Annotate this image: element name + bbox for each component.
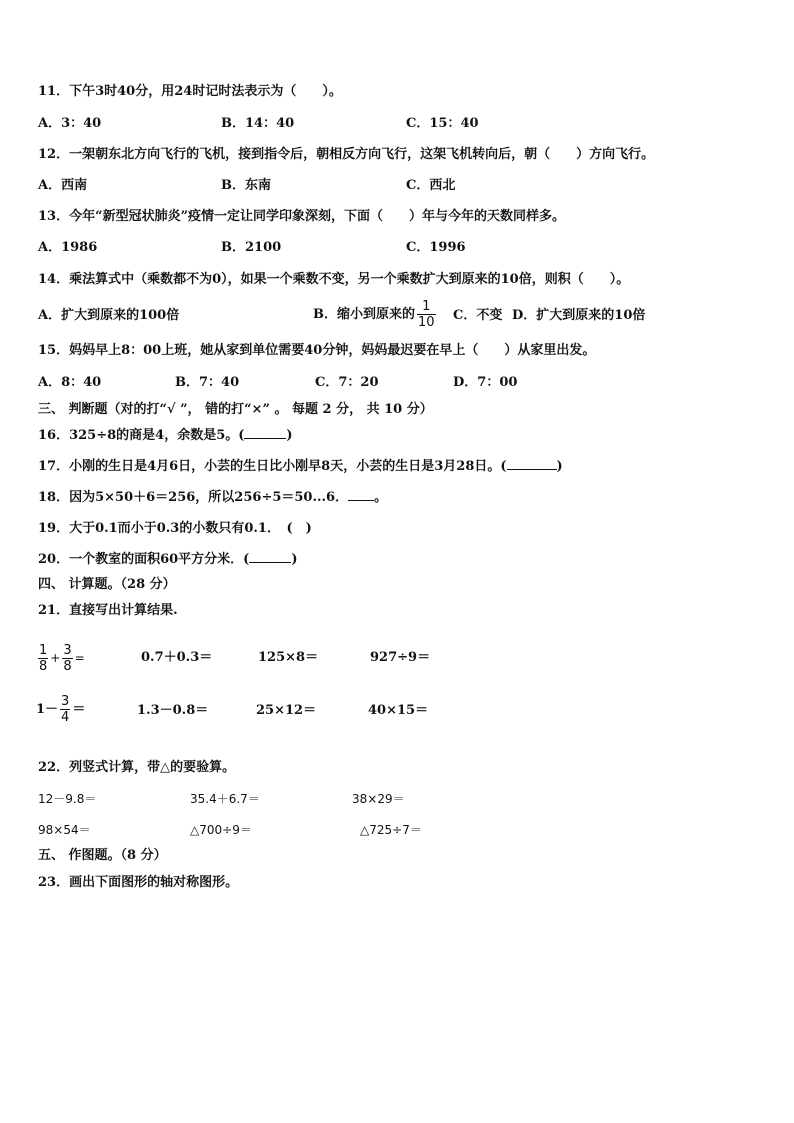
question-18 <box>38 490 387 506</box>
plus-sign: + <box>50 651 61 665</box>
q14-option-b-text: B．缩小到原来的 <box>313 307 415 322</box>
question-14: 14．乘法算式中（乘数都不为0），如果一个乘数不变，另一个乘数扩大到原来的10倍，则积（ ）。 <box>38 272 630 287</box>
q21-expr-4: 927÷9＝ <box>370 650 431 665</box>
q13-option-b: B．2100 <box>221 240 282 255</box>
answer-blank[interactable] <box>244 438 286 439</box>
q15-option-a: A．8：40 <box>38 375 102 390</box>
q16-close: ) <box>286 428 293 443</box>
q13-option-a: A．1986 <box>38 240 98 255</box>
q20-close: ) <box>291 552 298 567</box>
q22-expr-5: △700÷9＝ <box>190 823 252 837</box>
question-22: 22．列竖式计算，带△的要验算。 <box>38 760 236 775</box>
q17-close: ) <box>556 459 563 474</box>
question-13: 13．今年“新型冠状肺炎”疫情一定让同学印象深刻，下面（ ）年与今年的天数同样多。 <box>38 209 566 224</box>
fraction <box>62 643 72 674</box>
question-15: 15．妈妈早上8：00上班，她从家到单位需要40分钟，妈妈最迟要在早上（ ）从家里出发。 <box>38 343 596 358</box>
lead-term: 1－ <box>36 702 59 717</box>
section-3-title: 三、 判断题（对的打“√ ”， 错的打“×” 。 每题 2 分， 共 10 分） <box>38 402 433 417</box>
q13-option-c: C．1996 <box>406 240 466 255</box>
q21-expr-8: 40×15＝ <box>368 703 429 718</box>
answer-blank[interactable] <box>249 562 291 563</box>
q16-text: 16．325÷8的商是4，余数是5。( <box>38 428 245 443</box>
q15-option-d: D．7：00 <box>453 375 518 390</box>
q22-expr-1: 12－9.8＝ <box>38 792 97 806</box>
q18-end: 。 <box>374 490 388 505</box>
question-16 <box>38 428 293 444</box>
fraction <box>38 643 48 674</box>
q21-expr-5 <box>36 690 85 730</box>
question-19: 19．大于0.1而小于0.3的小数只有0.1． ( ) <box>38 521 312 536</box>
fraction-denominator: 8 <box>63 659 72 674</box>
q12-option-c: C．西北 <box>406 178 456 193</box>
q12-option-a: A．西南 <box>38 178 88 193</box>
question-12: 12．一架朝东北方向飞行的飞机，接到指令后，朝相反方向飞行，这架飞机转向后，朝（ ）方向飞行。 <box>38 147 655 162</box>
answer-blank[interactable] <box>348 500 374 501</box>
q22-expr-3: 38×29＝ <box>352 792 405 806</box>
q11-option-c: C．15：40 <box>406 116 479 131</box>
q14-option-d: D．扩大到原来的10倍 <box>512 308 646 323</box>
question-11: 11．下午3时40分，用24时记时法表示为（ ）。 <box>38 84 342 99</box>
fraction <box>60 694 70 725</box>
q14-option-b <box>313 296 438 334</box>
q21-expr-3: 125×8＝ <box>258 650 319 665</box>
q22-expr-2: 35.4＋6.7＝ <box>190 792 260 806</box>
q20-text: 20．一个教室的面积60平方分米．( <box>38 552 250 567</box>
q21-expr-6: 1.3－0.8＝ <box>137 703 209 718</box>
q18-text: 18．因为5×50＋6＝256，所以256÷5＝50...6． <box>38 490 349 505</box>
equals-sign: = <box>74 651 85 665</box>
question-17 <box>38 459 563 475</box>
fraction-denominator: 10 <box>418 315 435 330</box>
fraction-denominator: 4 <box>61 710 70 725</box>
q21-expr-2: 0.7＋0.3＝ <box>141 650 213 665</box>
question-23: 23．画出下面图形的轴对称图形。 <box>38 875 239 890</box>
fraction-numerator: 1 <box>39 643 48 658</box>
q21-expr-1 <box>36 640 85 677</box>
fraction-denominator: 8 <box>39 659 48 674</box>
q11-option-b: B．14：40 <box>221 116 295 131</box>
q15-option-c: C．7：20 <box>315 375 379 390</box>
q12-option-b: B．东南 <box>221 178 271 193</box>
q17-text: 17．小刚的生日是4月6日，小芸的生日比小刚早8天，小芸的生日是3月28日。( <box>38 459 507 474</box>
q14-fraction <box>417 299 436 330</box>
fraction-numerator: 1 <box>422 299 431 314</box>
q22-expr-6: △725÷7＝ <box>360 823 422 837</box>
q15-option-b: B．7：40 <box>175 375 240 390</box>
answer-blank[interactable] <box>507 469 557 470</box>
q11-option-a: A．3：40 <box>38 116 102 131</box>
question-20 <box>38 552 298 568</box>
q14-option-c: C．不变 <box>453 308 503 323</box>
q21-expr-7: 25×12＝ <box>256 703 317 718</box>
equals-sign: ＝ <box>72 702 86 717</box>
fraction-numerator: 3 <box>63 643 72 658</box>
q14-option-a: A．扩大到原来的100倍 <box>38 308 180 323</box>
section-4-title: 四、 计算题。（28 分） <box>38 577 176 592</box>
fraction-numerator: 3 <box>61 694 70 709</box>
q22-expr-4: 98×54＝ <box>38 823 91 837</box>
question-21: 21．直接写出计算结果. <box>38 603 178 618</box>
section-5-title: 五、 作图题。（8 分） <box>38 848 167 863</box>
